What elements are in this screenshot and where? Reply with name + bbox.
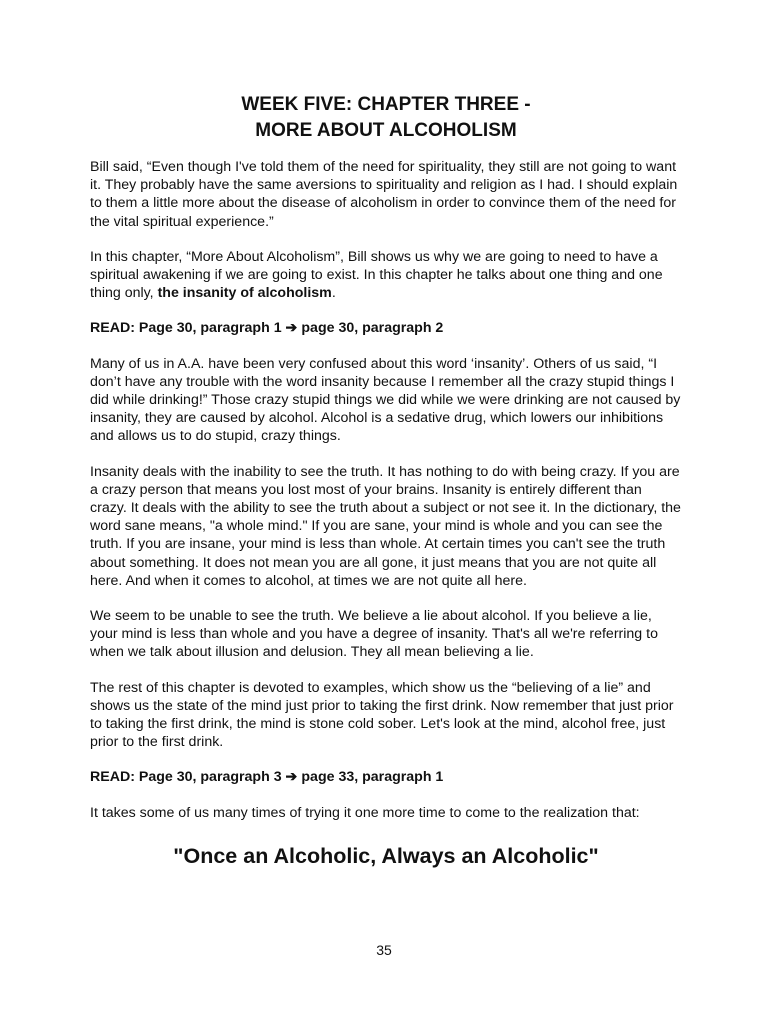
- reading-1-start: READ: Page 30, paragraph 1: [90, 320, 282, 337]
- page-number: 35: [376, 942, 392, 958]
- emphasis-insanity: the insanity of alcoholism: [157, 285, 332, 302]
- reading-assignment-1: [90, 319, 682, 337]
- highlight-quote: "Once an Alcoholic, Always an Alcoholic": [173, 843, 599, 868]
- paragraph-insanity-confusion: Many of us in A.A. have been very confused about this word ‘insanity’. Others of us said, “I don’t have any trouble with the word insanity because I remember all the crazy stupid things I did while drinking!” Those crazy stupid things we did while we were drinking are not caused by insanity, they are caused by alcohol. Alcohol is a sedative drug, which lowers our inhibitions and allows us to do stupid, crazy things.: [90, 355, 681, 445]
- document-page: [90, 92, 682, 870]
- page-title: [90, 92, 682, 144]
- paragraph-chapter-summary: [90, 248, 682, 303]
- reading-1-end: page 30, paragraph 2: [301, 320, 444, 337]
- reading-assignment-2: [90, 768, 682, 786]
- title-line-2: MORE ABOUT ALCOHOLISM: [255, 120, 517, 141]
- arrow-right-icon: ➔: [285, 320, 298, 337]
- arrow-right-icon: ➔: [285, 769, 298, 786]
- paragraph-insanity-definition: Insanity deals with the inability to see the truth. It has nothing to do with being crazy. If you are a crazy person that means you lost most of your brains. Insanity is entirely different than crazy. It deals with the ability to see the truth about a subject or not see it. In the dictionary, the word sane means, "a whole mind." If you are sane, your mind is whole and you can see the truth. If you are insane, your mind is less than whole. At certain times you can't see the truth about something. It does not mean you are all gone, it just means that you are not quite all here. And when it comes to alcohol, at times we are not quite all here.: [90, 463, 681, 589]
- paragraph-chapter-summary-text: In this chapter, “More About Alcoholism”, Bill shows us why we are going to need to have a spiritual awakening if we are going to exist. In this chapter he talks about one thing and one thing only,: [90, 248, 663, 302]
- title-line-1: WEEK FIVE: CHAPTER THREE -: [241, 94, 531, 115]
- paragraph-chapter-summary-end: .: [331, 285, 336, 302]
- paragraph-intro: Bill said, “Even though I've told them of the need for spirituality, they still are not going to want it. They probably have the same aversions to spirituality and religion as I had. I should explain to them a little more about the disease of alcoholism in order to convince them of the need for the vital spiritual experience.”: [90, 159, 678, 230]
- paragraph-chapter-examples: The rest of this chapter is devoted to examples, which show us the “believing of a lie” and shows us the state of the mind just prior to taking the first drink. Now remember that just prior to taking the first drink, the mind is stone cold sober. Let's look at the mind, alcohol free, just prior to the first drink.: [90, 679, 674, 751]
- reading-2-end: page 33, paragraph 1: [301, 769, 444, 786]
- paragraph-believing-lie: We seem to be unable to see the truth. We believe a lie about alcohol. If you believe a lie, your mind is less than whole and you have a degree of insanity. That's all we're referring to when we talk about illusion and delusion. They all mean believing a lie.: [90, 608, 658, 661]
- paragraph-realization: It takes some of us many times of trying it one more time to come to the realization that:: [90, 804, 640, 821]
- reading-2-start: READ: Page 30, paragraph 3: [90, 769, 282, 786]
